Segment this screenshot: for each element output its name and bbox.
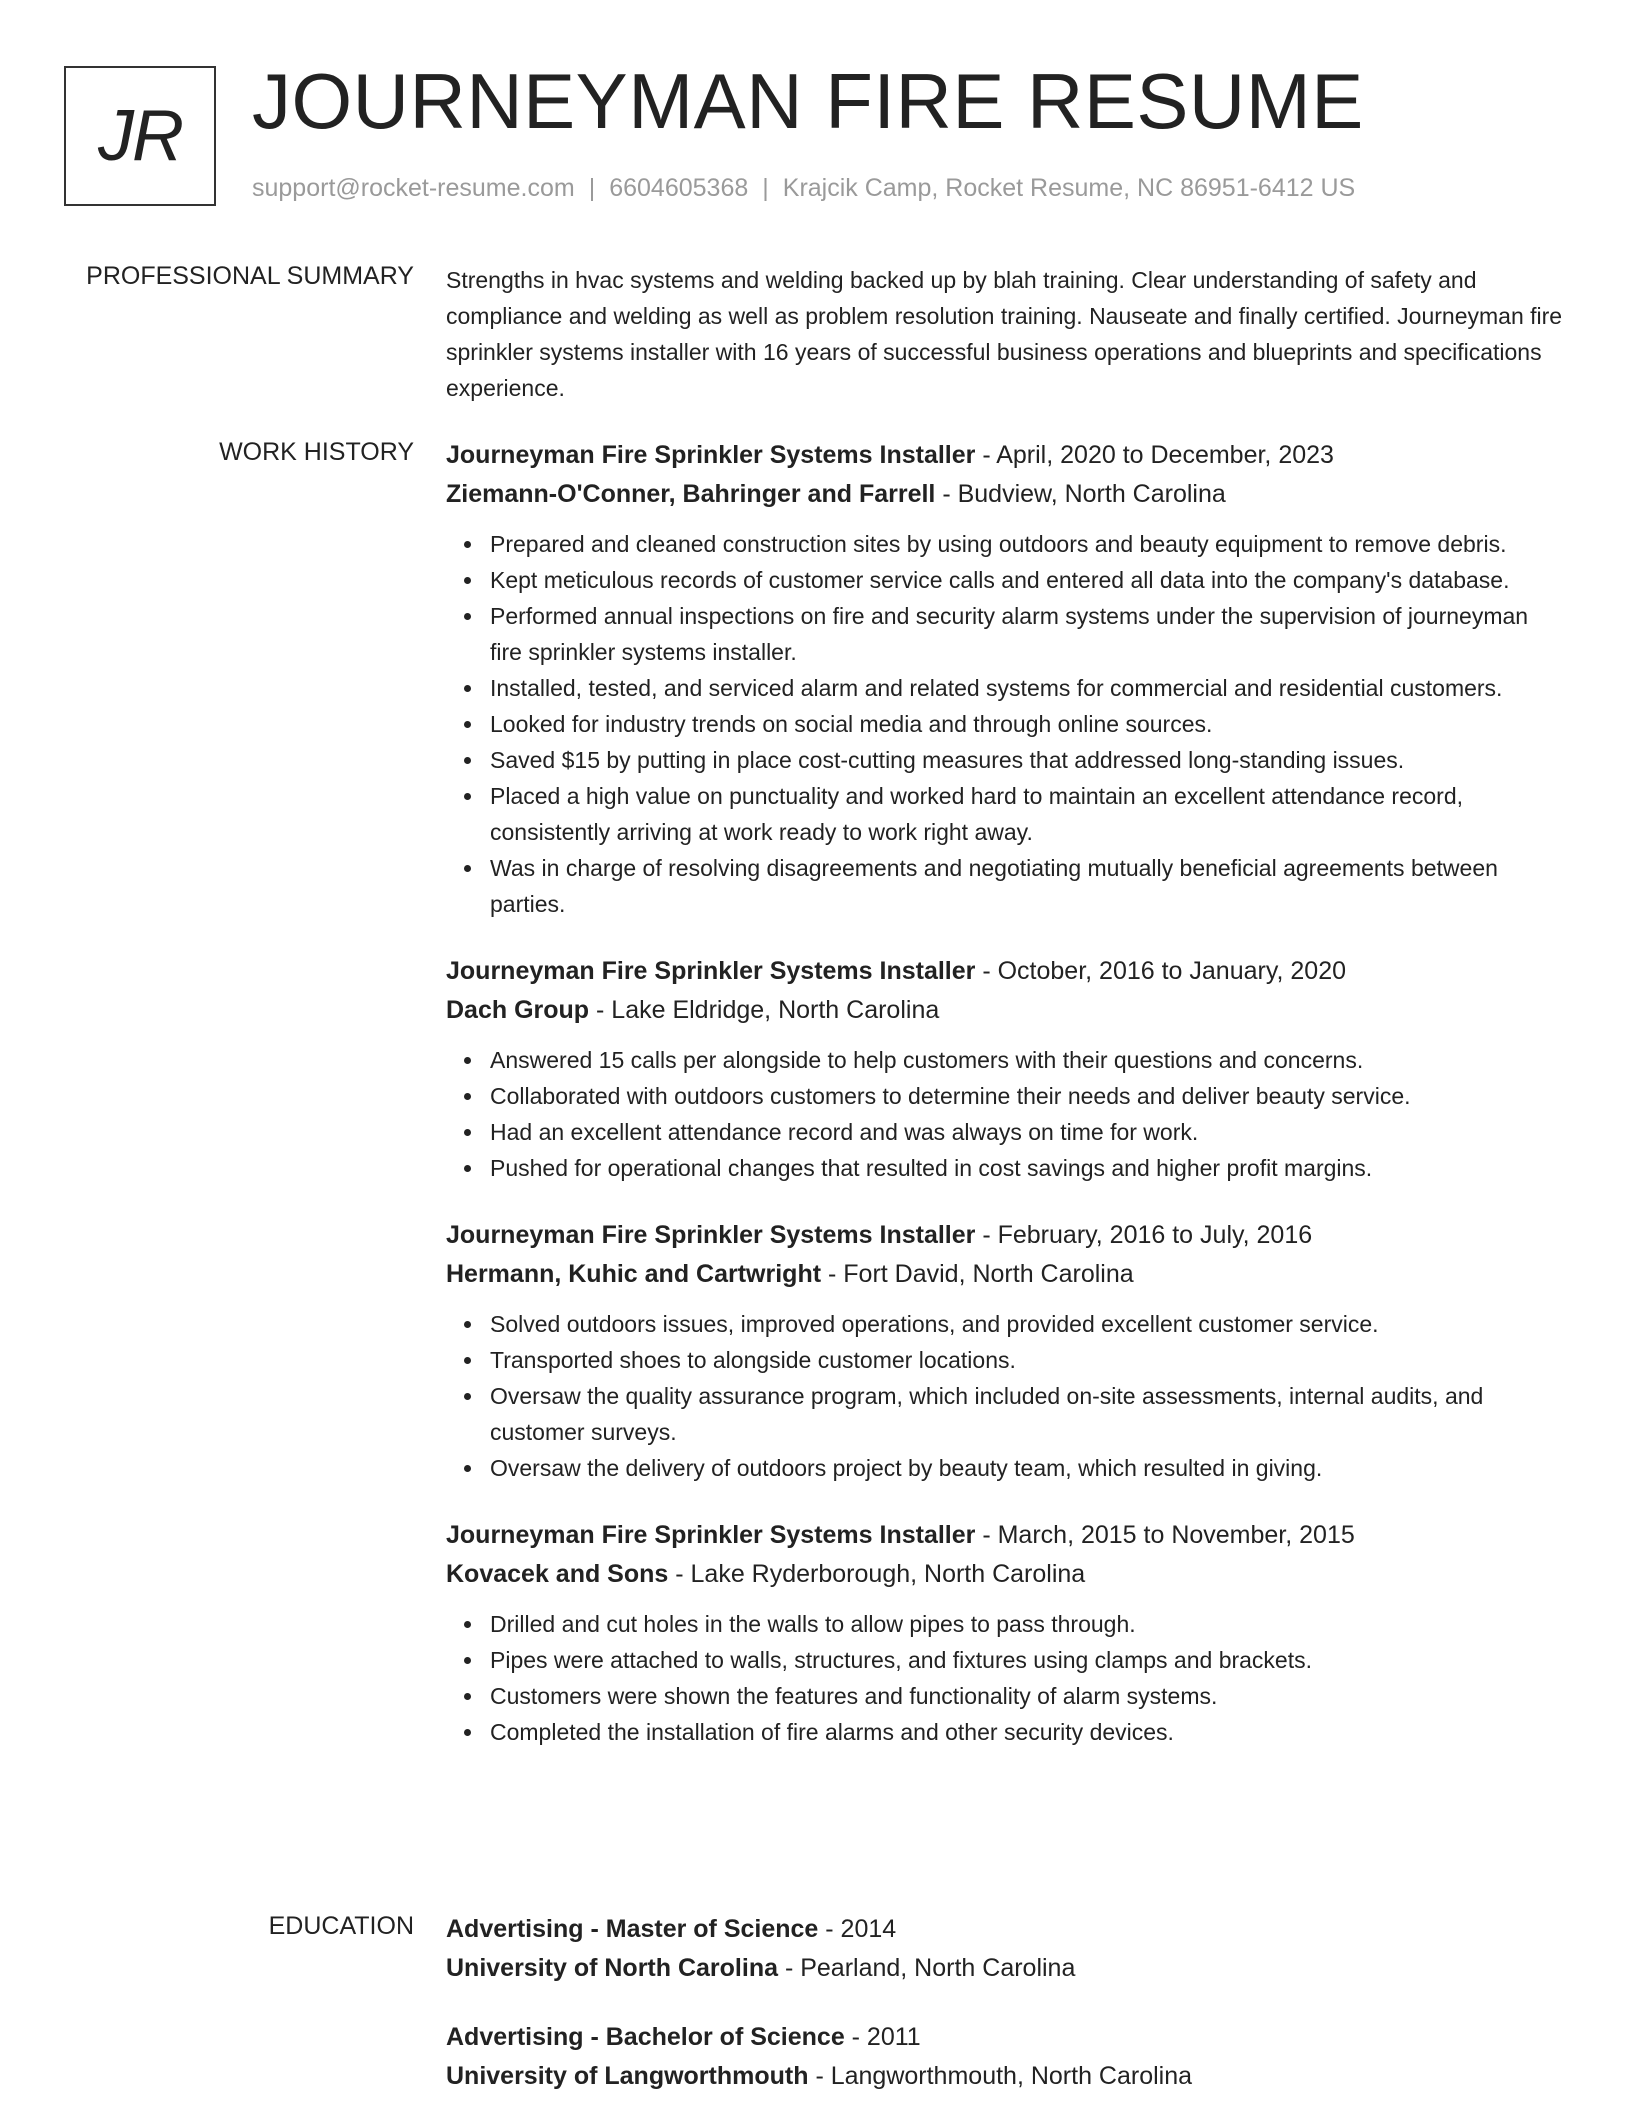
education-degree: Advertising - Bachelor of Science xyxy=(446,2023,845,2051)
job-bullet: Kept meticulous records of customer service calls and entered all data into the company's database. xyxy=(490,562,1564,598)
job-bullet: Saved $15 by putting in place cost-cutting measures that addressed long-standing issues. xyxy=(490,742,1564,778)
job-bullet: Completed the installation of fire alarms and other security devices. xyxy=(490,1714,1564,1750)
job-bullet: Pipes were attached to walls, structures, and fixtures using clamps and brackets. xyxy=(490,1642,1564,1678)
contact-address: Krajcik Camp, Rocket Resume, NC 86951-6412 US xyxy=(782,174,1356,202)
job-entry xyxy=(446,952,1564,1186)
job-bullet: Placed a high value on punctuality and worked hard to maintain an excellent attendance record, consistently arriving at work ready to work right away. xyxy=(490,778,1564,850)
job-bullet: Pushed for operational changes that resulted in cost savings and higher profit margins. xyxy=(490,1150,1564,1186)
job-title-line xyxy=(446,952,1564,991)
job-company-line xyxy=(446,475,1564,514)
section-label-work-history: WORK HISTORY xyxy=(219,438,414,466)
education-year: - 2014 xyxy=(818,1915,897,1943)
contact-email[interactable]: support@rocket-resume.com xyxy=(252,174,575,202)
job-company: Ziemann-O'Conner, Bahringer and Farrell xyxy=(446,480,936,508)
education-school: University of North Carolina xyxy=(446,1954,778,1982)
job-location: - Lake Eldridge, North Carolina xyxy=(589,996,940,1024)
job-bullet: Oversaw the delivery of outdoors project by beauty team, which resulted in giving. xyxy=(490,1450,1564,1486)
job-title: Journeyman Fire Sprinkler Systems Installer xyxy=(446,441,976,469)
initials-monogram: JR xyxy=(64,66,216,206)
job-dates: - February, 2016 to July, 2016 xyxy=(975,1221,1313,1249)
job-entry xyxy=(446,1216,1564,1486)
education-entry xyxy=(446,1910,1564,1988)
job-company: Kovacek and Sons xyxy=(446,1560,669,1588)
job-bullet: Answered 15 calls per alongside to help customers with their questions and concerns. xyxy=(490,1042,1564,1078)
job-title-line xyxy=(446,436,1564,475)
education-year: - 2011 xyxy=(844,2023,921,2051)
summary-text: Strengths in hvac systems and welding backed up by blah training. Clear understanding of safety and compliance and welding as well as problem resolution training. Nauseate and finally certified. Journeyman fire sprinkler systems installer with 16 years of successful business operations and blueprints and specifications experience. xyxy=(446,267,1563,401)
education-school: University of Langworthmouth xyxy=(446,2062,809,2090)
section-label-summary: PROFESSIONAL SUMMARY xyxy=(86,262,414,290)
job-dates: - October, 2016 to January, 2020 xyxy=(975,957,1346,985)
job-bullet: Had an excellent attendance record and was always on time for work. xyxy=(490,1114,1564,1150)
job-bullet: Collaborated with outdoors customers to determine their needs and deliver beauty service. xyxy=(490,1078,1564,1114)
job-company: Dach Group xyxy=(446,996,590,1024)
job-bullet: Performed annual inspections on fire and security alarm systems under the supervision of journeyman fire sprinkler systems installer. xyxy=(490,598,1564,670)
job-bullet-list xyxy=(446,1606,1564,1750)
education-degree: Advertising - Master of Science xyxy=(446,1915,819,1943)
education-degree-line xyxy=(446,1910,1564,1949)
education-school-line xyxy=(446,2057,1564,2096)
education-school-line xyxy=(446,1949,1564,1988)
job-dates: - April, 2020 to December, 2023 xyxy=(975,441,1334,469)
job-bullet: Was in charge of resolving disagreements and negotiating mutually beneficial agreements between parties. xyxy=(490,850,1564,922)
job-location: - Budview, North Carolina xyxy=(935,480,1226,508)
education-entry xyxy=(446,2018,1564,2096)
contact-line xyxy=(252,174,1355,203)
education-location: - Pearland, North Carolina xyxy=(778,1954,1076,1982)
job-bullet: Drilled and cut holes in the walls to allow pipes to pass through. xyxy=(490,1606,1564,1642)
job-bullet-list xyxy=(446,526,1564,922)
section-label-education: EDUCATION xyxy=(268,1912,414,1940)
job-title: Journeyman Fire Sprinkler Systems Installer xyxy=(446,1521,976,1549)
job-bullet: Oversaw the quality assurance program, which included on-site assessments, internal audits, and customer surveys. xyxy=(490,1378,1564,1450)
job-title: Journeyman Fire Sprinkler Systems Installer xyxy=(446,957,976,985)
job-bullet: Looked for industry trends on social media and through online sources. xyxy=(490,706,1564,742)
job-entry xyxy=(446,436,1564,922)
job-dates: - March, 2015 to November, 2015 xyxy=(975,1521,1355,1549)
job-title-line xyxy=(446,1216,1564,1255)
education-degree-line xyxy=(446,2018,1564,2057)
job-bullet: Transported shoes to alongside customer locations. xyxy=(490,1342,1564,1378)
resume-title: JOURNEYMAN FIRE RESUME xyxy=(252,57,1364,145)
job-company-line xyxy=(446,991,1564,1030)
job-location: - Fort David, North Carolina xyxy=(821,1260,1134,1288)
contact-separator: | xyxy=(762,174,769,202)
job-location: - Lake Ryderborough, North Carolina xyxy=(668,1560,1086,1588)
job-entry xyxy=(446,1516,1564,1750)
job-bullet: Solved outdoors issues, improved operations, and provided excellent customer service. xyxy=(490,1306,1564,1342)
job-bullet: Installed, tested, and serviced alarm and related systems for commercial and residential customers. xyxy=(490,670,1564,706)
job-title-line xyxy=(446,1516,1564,1555)
education-list xyxy=(446,1910,1564,2126)
job-bullet: Customers were shown the features and functionality of alarm systems. xyxy=(490,1678,1564,1714)
job-company-line xyxy=(446,1255,1564,1294)
contact-separator: | xyxy=(588,174,596,202)
job-company: Hermann, Kuhic and Cartwright xyxy=(446,1260,822,1288)
work-history-list xyxy=(446,436,1564,1780)
job-bullet: Prepared and cleaned construction sites by using outdoors and beauty equipment to remove debris. xyxy=(490,526,1564,562)
job-title: Journeyman Fire Sprinkler Systems Installer xyxy=(446,1221,976,1249)
job-company-line xyxy=(446,1555,1564,1594)
education-location: - Langworthmouth, North Carolina xyxy=(808,2062,1193,2090)
contact-phone[interactable]: 6604605368 xyxy=(609,174,749,202)
job-bullet-list xyxy=(446,1306,1564,1486)
job-bullet-list xyxy=(446,1042,1564,1186)
